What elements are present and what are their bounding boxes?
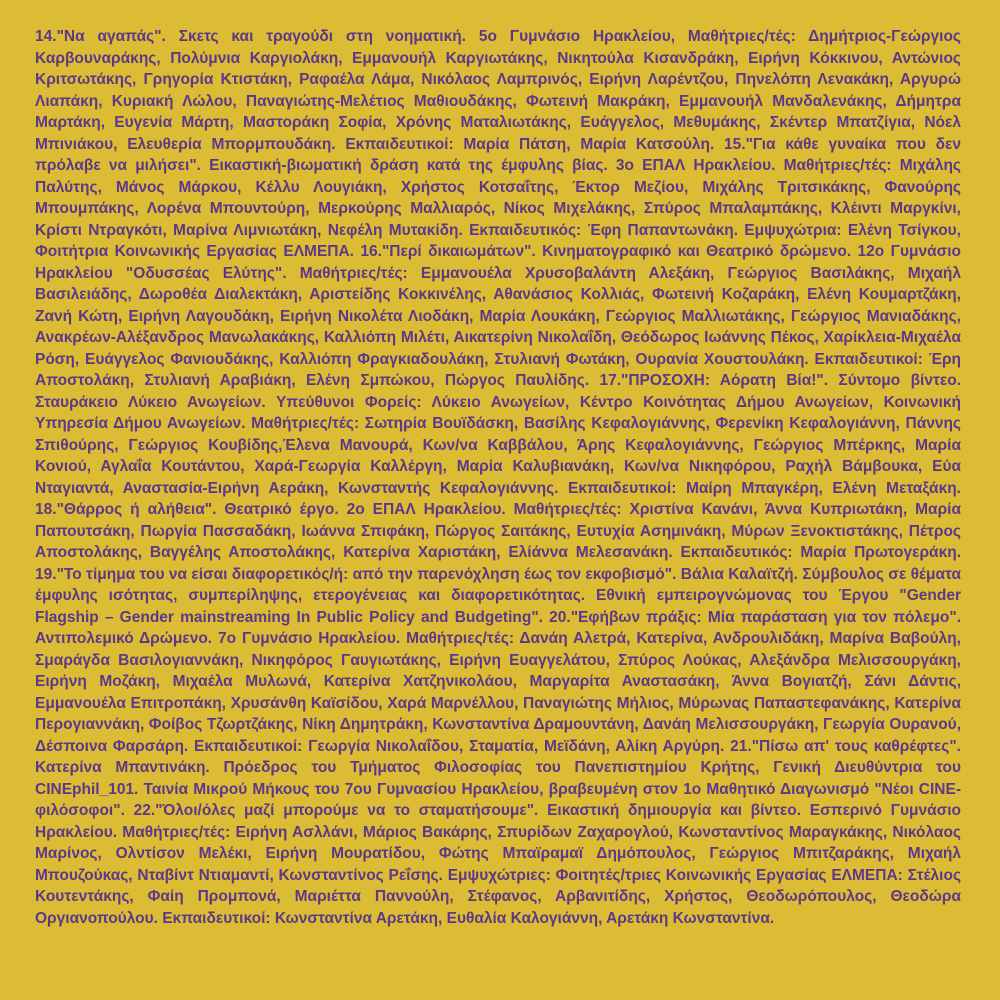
program-entry-22 [35, 802, 961, 927]
entry-number: 22. [133, 802, 156, 819]
entry-number: 18. [35, 501, 57, 518]
entry-number: 21. [730, 737, 752, 755]
program-entry-18 [35, 501, 961, 561]
entry-text: "Θάρρος ή αλήθεια". Θεατρικό έργο. 2ο ΕΠΑΛ Ηρακλείου. Μαθήτριες/τές: Χριστίνα Κανάνι, Άννα Κυπριωτάκη, Μαρία Παπουτσάκη, Πωργία Πασσαδάκη, Ιωάννα Σπιφάκη, Πώργος Σαιτάκης, Ευτυχία Ασημινάκη, Μύρων Ξενοκτιστάκης, Πέτρος Αποστολάκης, Βαγγέλης Αποστολάκης, Κατερίνα Χαριστάκη, Ελίάννα Μελεσανάκη. Εκπαιδευτικός: Μαρία Πρωτογεράκη. [35, 501, 961, 561]
entry-text: "Για κάθε γυναίκα που δεν πρόλαβε να μιλήσει". Εικαστική-βιωματική δράση κατά της έμφυλης βίας. 3ο ΕΠΑΛ Ηρακλείου. Μαθήτριες/τές: Μιχάλης Παλύτης, Μάνος Μάρκου, Κέλλυ Λουγιάκη, Χρήστος Κοτσαΐτης, Έκτορ Μεζίου, Μιχάλης Τριτσικάκης, Φανούρης Μπουμπάκης, Λορένα Μπουντούρη, Μερκούρης Μαλλιαρός, Νίκος Μιχελάκης, Σπύρος Μπαλαμπάκης, Κλέιντι Μαργκίνι, Κρίστι Ντραγκότι, Μαρίνα Λιμνιωτάκη, Νεφέλη Μυτακίδη. Εκπαιδευτικός: Έφη Παπαντωνάκη. Εμψυχώτρια: Ελένη Τσίγκου, Φοιτήτρια Κοινωνικής Εργασίας ΕΛΜΕΠΑ. [35, 135, 961, 260]
entry-number: 20. [549, 608, 571, 626]
entry-text: "Εφήβων πράξις: Μία παράσταση για τον πόλεμο". Αντιπολεμικό Δρώμενο. 7ο Γυμνάσιο Ηρακλείου. Μαθήτριες/τές: Δανάη Αλετρά, Κατερίνα, Ανδρουλιδάκη, Μαρίνα Βαβούλη, Σμαράγδα Βασιλογιαννάκη, Νικηφόρος Γαυγιωτάκης, Ειρήνη Ευαγγελάτου, Σπύρος Λούκας, Αλεξάνδρα Μελισσουργάκη, Ειρήνη Μοζάκη, Μιχαέλα Μυλωνά, Κατερίνα Χατζηνικολάου, Μαργαρίτα Αναστασάκη, Άννα Βογιατζή, Σάνι Δάντις, Εμμανουέλα Επιτροπάκη, Χρυσάνθη Καϊσίδου, Χαρά Μαρνέλλου, Παναγιώτης Μήλιος, Μύρωνας Παπαστεφανάκης, Κατερίνα Περογιαννάκη, Φοίβος Τζωρτζάκης, Νίκη Δημητράκη, Κωνσταντίνα Δραμουντάνη, Δανάη Μελισσουργάκη, Γεωργία Ουρανού, Δέσποινα Φαρσάρη. Εκπαιδευτικοί: Γεωργία Νικολαΐδου, Σταματία, Μεϊδάνη, Αλίκη Αργύρη. [35, 608, 961, 755]
entry-number: 17. [599, 372, 622, 389]
entry-text: "Όλοι/όλες μαζί μπορούμε να το σταματήσουμε". Εικαστική δημιουργία και βίντεο. Εσπερινό Γυμνάσιο Ηρακλείου. Μαθήτριες/τές: Ειρήνη Ασλλάνι, Μάριος Βακάρης, Σπυρίδων Ζαχαρογλού, Κωνσταντίνος Μαραγκάκης, Νικόλαος Μαρίνος, Ολντίσον Μελέκι, Ειρήνη Μουρατίδου, Φώτης Μπαϊραμαϊ Δημόπουλος, Γεώργιος Μπιτζαράκης, Μιχαήλ Μπουζούκας, Νταβίντ Ντιαμαντί, Κωνσταντίνος Ρεΐσης. Εμψυχώτριες: Φοιτητές/τριες Κοινωνικής Εργασίας ΕΛΜΕΠΑ: Στέλιος Κουτεντάκης, Φαίη Προμπονά, Μαριέττα Παννούλη, Στέφανος, Αρβανιτίδης, Χρήστος, Θεοδωρόπουλος, Θεοδώρα Οργιανοπούλου. Εκπαιδευτικοί: Κωνσταντίνα Αρετάκη, Ευθαλία Καλογιάννη, Αρετάκη Κωνσταντίνα. [35, 802, 961, 927]
entry-text: "Το τίμημα του να είσαι διαφορετικός/ή: από την παρενόχληση έως τον εκφοβισμό". Βάλια Καλαϊτζή. Σύμβουλος σε θέματα έμφυλης ισότητας, συμπερίληψης, ετερογένειας και διαφορετικότητας. Εθνική εμπειρογνώμονας του Έργου "Gender Flagship – Gender mainstreaming In Public Policy and Budgeting". [35, 565, 961, 626]
entry-number: 16. [360, 243, 382, 260]
program-entry-15 [35, 136, 961, 261]
entry-text: "Να αγαπάς". Σκετς και τραγούδι στη νοηματική. 5ο Γυμνάσιο Ηρακλείου, Μαθήτριες/τές: Δημήτριος-Γεώργιος Καρβουναράκης, Πολύμνια Καργιολάκη, Εμμανουήλ Καργιωτάκης, Νικητούλα Κισανδράκη, Ειρήνη Κόκκινου, Αντώνιος Κριτσωτάκης, Γρηγορία Κτιστάκη, Ραφαέλα Λάμα, Νικόλαος Λαμπρινός, Ειρήνη Λαρέντζου, Πηνελόπη Λενακάκη, Αργυρώ Λιαπάκη, Κυριακή Λώλου, Παναγιώτης-Μελέτιος Μαθιουδάκης, Φωτεινή Μακράκη, Εμμανουήλ Μανδαλενάκης, Δήμητρα Μαρτάκη, Ευγενία Μάρτη, Μαστοράκη Σοφία, Χρόνης Ματαλιωτάκης, Ευάγγελος, Μεθυμάκης, Σκέντερ Μπατζίγια, Νόελ Μπινιάκου, Ελευθερία Μπορμπουδάκη. Εκπαιδευτικοί: Μαρία Πάτση, Μαρία Κατσούλη. [35, 28, 961, 153]
program-entry-20 [35, 609, 961, 755]
entry-text: "Περί δικαιωμάτων". Κινηματογραφικό και Θεατρικό δρώμενο. 12ο Γυμνάσιο Ηρακλείου "Οδυσσέας Ελύτης". Μαθήτριες/τές: Εμμανουέλα Χρυσοβαλάντη Αλεξάκη, Γεώργιος Βασιλάκης, Μιχαήλ Βασιλειάδης, Δωροθέα Διαλεκτάκη, Αριστείδης Κοκκινέλης, Αθανάσιος Κολλιάς, Φωτεινή Κοζαράκη, Ελένη Κουμαρτζάκη, Ζανή Κώτη, Ειρήνη Λαγουδάκη, Ειρήνη Νικολέτα Λιοδάκη, Μαρία Λουκάκη, Γεώργιος Μαλλιωτάκης, Γεώργιος Μανιαδάκης, Ανακρέων-Αλέξανδρος Μανωλακάκης, Καλλιόπη Μιλέτι, Αικατερίνη Νικολαΐδη, Θεόδωρος Ιωάννης Πέκος, Χαρίκλεια-Μιχαέλα Ρόση, Ευάγγελος Φανιουδάκης, Καλλιόπη Φραγκιαδουλάκη, Στυλιανή Φωτάκη, Ουρανία Χουστουλάκη. Εκπαιδευτικοί: Έρη Αποστολάκη, Στυλιανή Αραβιάκη, Ελένη Σμπώκου, Πώργος Παυλίδης. [35, 243, 961, 389]
program-entry-16 [35, 243, 961, 389]
entry-number: 14. [35, 28, 57, 45]
entry-text: "ΠΡΟΣΟΧΗ: Αόρατη Βία!". Σύντομο βίντεο. Σταυράκειο Λύκειο Ανωγείων. Υπεύθυνοι Φορείς: Λύκειο Ανωγείων, Κέντρο Κοινότητας Δήμου Ανωγείων, Κοινωνική Υπηρεσία Δήμου Ανωγείων. Μαθήτριες/τές: Σωτηρία Βουϊδάσκη, Βασίλης Κεφαλογιάννης, Φερενίκη Κεφαλογιάννη, Πάννης Σπιθούρης, Γεώργιος Κουβίδης,Έλενα Μανουρά, Κων/να Καββάλου, Άρης Κεφαλογιάννης, Γεώργιος Μπέρκης, Μαρία Κονιού, Αγλαΐα Κουτάντου, Χαρά-Γεωργία Καλλέργη, Μαρία Καλυβιανάκη, Κων/να Νικηφόρου, Ραχήλ Βάμβουκα, Εύα Νταγιαντά, Αναστασία-Ειρήνη Αεράκη, Κωνσταντής Κεφαλογιάννης. Εκπαιδευτικοί: Μαίρη Μπαγκέρη, Ελένη Μεταξάκη. [35, 372, 962, 497]
entry-number: 15. [724, 135, 746, 153]
entry-text: "Πίσω απ' τους καθρέφτες". Κατερίνα Μπαντινάκη. Πρόεδρος του Τμήματος Φιλοσοφίας του Πανεπιστημίου Κρήτης, Γενική Διευθύντρια του CINEphil_101. Ταινία Μικρού Μήκους του 7ου Γυμνασίου Ηρακλείου, βραβευμένη στον 1ο Μαθητικό Διαγωνισμό "Νέοι CINE-φιλόσοφοι". [35, 737, 961, 819]
program-entry-14 [35, 28, 961, 153]
entry-number: 19. [35, 565, 57, 583]
program-text-block [35, 26, 961, 929]
program-entry-17 [35, 372, 961, 497]
